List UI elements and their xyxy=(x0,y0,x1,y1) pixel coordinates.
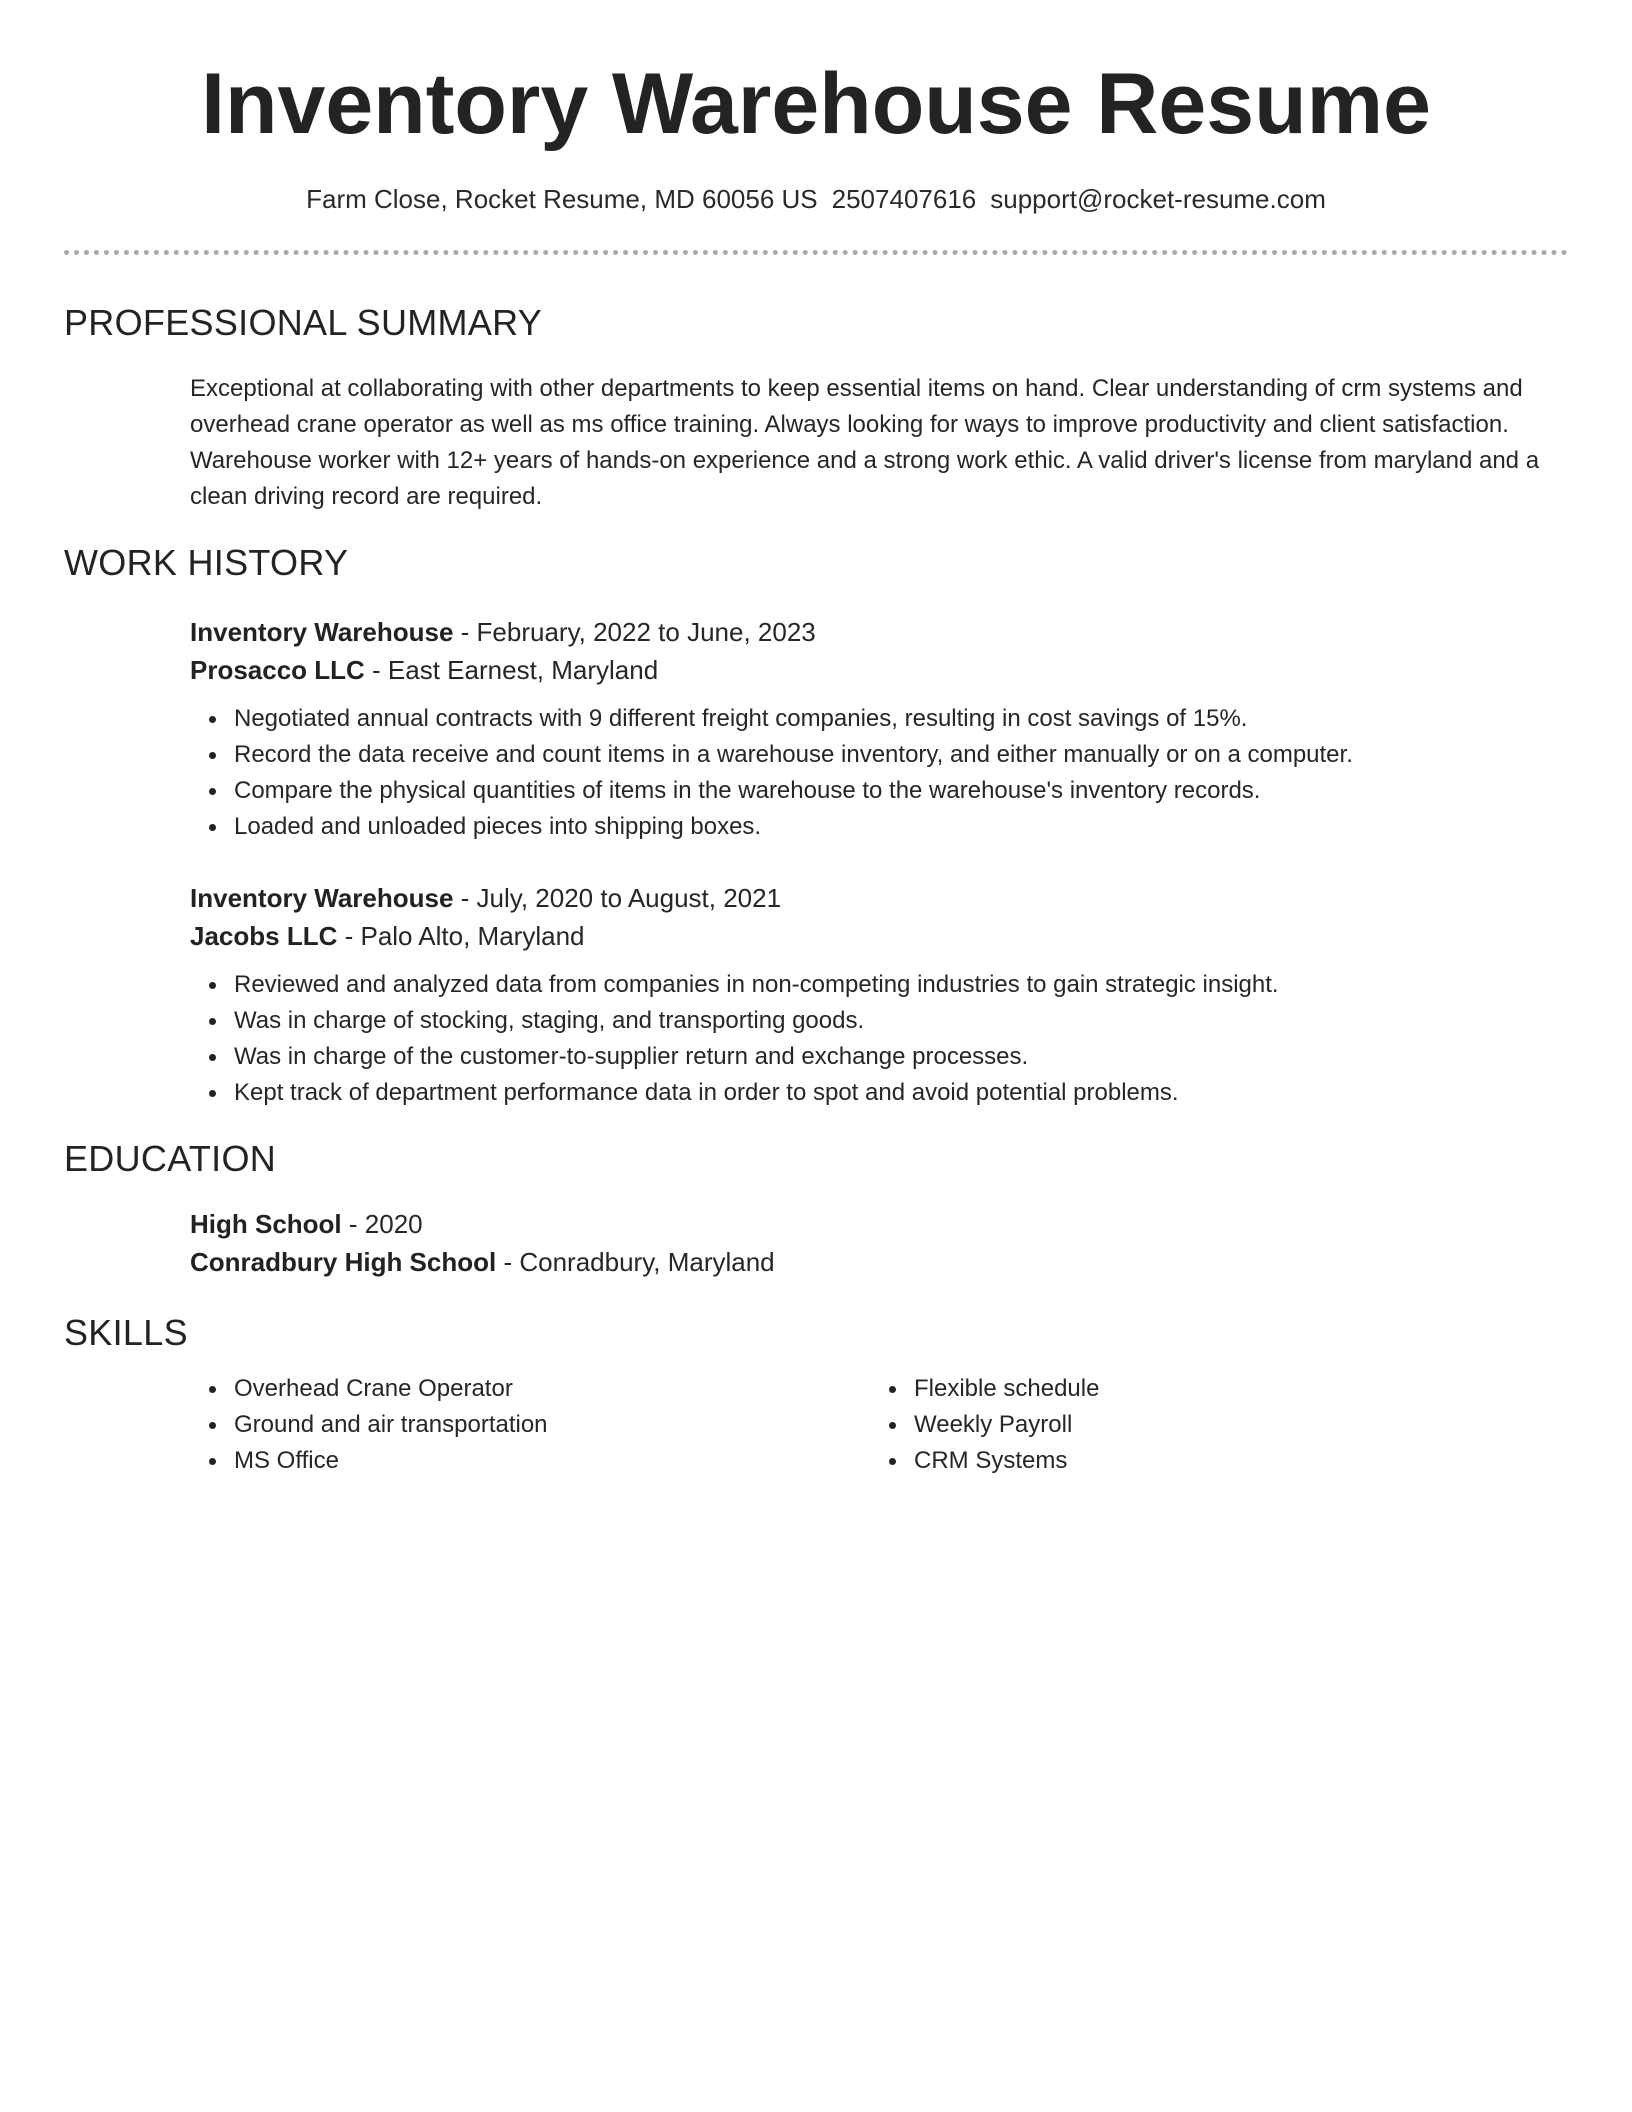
education-degree-line xyxy=(190,1205,1568,1243)
job-bullet: Kept track of department performance data in order to spot and avoid potential problems. xyxy=(234,1075,1568,1111)
job-bullet: Was in charge of stocking, staging, and transporting goods. xyxy=(234,1003,1568,1039)
education-school: Conradbury High School xyxy=(190,1247,497,1277)
job-location: - East Earnest, Maryland xyxy=(364,655,659,685)
skill-item: MS Office xyxy=(234,1443,870,1479)
job-bullet: Reviewed and analyzed data from companies in non-competing industries to gain strategic insight. xyxy=(234,967,1568,1003)
summary-text: Exceptional at collaborating with other departments to keep essential items on hand. Clear understanding of crm systems and overhead crane operator as well as ms office training. Always looking for ways to improve productivity and client satisfaction. Warehouse worker with 12+ years of hands-on experience and a strong work ethic. A valid driver's license from maryland and a clean driving record are required. xyxy=(190,375,1540,510)
job-bullet: Loaded and unloaded pieces into shipping boxes. xyxy=(234,809,1568,845)
job-bullet: Negotiated annual contracts with 9 different freight companies, resulting in cost savings of 15%. xyxy=(234,701,1568,737)
job-title-line xyxy=(190,613,1568,651)
job-bullets xyxy=(190,701,1568,845)
job-entry xyxy=(190,879,1568,1111)
skills-column-right xyxy=(870,1371,1414,1479)
education-school-line xyxy=(190,1243,1568,1281)
education-degree: High School xyxy=(190,1209,342,1239)
job-title: Inventory Warehouse xyxy=(190,617,454,647)
education-heading: EDUCATION xyxy=(64,1138,277,1179)
education-entry xyxy=(190,1205,1568,1281)
skill-item: Weekly Payroll xyxy=(914,1407,1414,1443)
job-company: Jacobs LLC xyxy=(190,921,338,951)
job-dates: - February, 2022 to June, 2023 xyxy=(453,617,816,647)
job-title-line xyxy=(190,879,1568,917)
contact-phone: 2507407616 xyxy=(831,184,977,214)
job-dates: - July, 2020 to August, 2021 xyxy=(453,883,782,913)
contact-line xyxy=(64,182,1568,216)
education-location: - Conradbury, Maryland xyxy=(496,1247,775,1277)
job-entry xyxy=(190,613,1568,845)
job-company: Prosacco LLC xyxy=(190,655,365,685)
skill-item: Ground and air transportation xyxy=(234,1407,870,1443)
job-company-line xyxy=(190,651,1568,689)
job-title: Inventory Warehouse xyxy=(190,883,454,913)
skills-grid xyxy=(190,1371,1568,1479)
skills-column-left xyxy=(190,1371,870,1479)
contact-email: support@rocket-resume.com xyxy=(990,184,1326,214)
job-bullet: Was in charge of the customer-to-supplier return and exchange processes. xyxy=(234,1039,1568,1075)
contact-address: Farm Close, Rocket Resume, MD 60056 US xyxy=(306,184,818,214)
resume-page xyxy=(64,0,1568,1479)
resume-title: Inventory Warehouse Resume xyxy=(201,56,1431,152)
work-history-heading: WORK HISTORY xyxy=(64,542,349,583)
header-divider xyxy=(64,250,1568,255)
summary-heading: PROFESSIONAL SUMMARY xyxy=(64,302,543,343)
skill-item: Flexible schedule xyxy=(914,1371,1414,1407)
job-company-line xyxy=(190,917,1568,955)
education-year: - 2020 xyxy=(341,1209,423,1239)
skill-item: Overhead Crane Operator xyxy=(234,1371,870,1407)
skill-item: CRM Systems xyxy=(914,1443,1414,1479)
job-location: - Palo Alto, Maryland xyxy=(337,921,585,951)
job-bullet: Record the data receive and count items in a warehouse inventory, and either manually or on a computer. xyxy=(234,737,1568,773)
job-bullet: Compare the physical quantities of items in the warehouse to the warehouse's inventory records. xyxy=(234,773,1568,809)
job-bullets xyxy=(190,967,1568,1111)
skills-heading: SKILLS xyxy=(64,1312,188,1353)
